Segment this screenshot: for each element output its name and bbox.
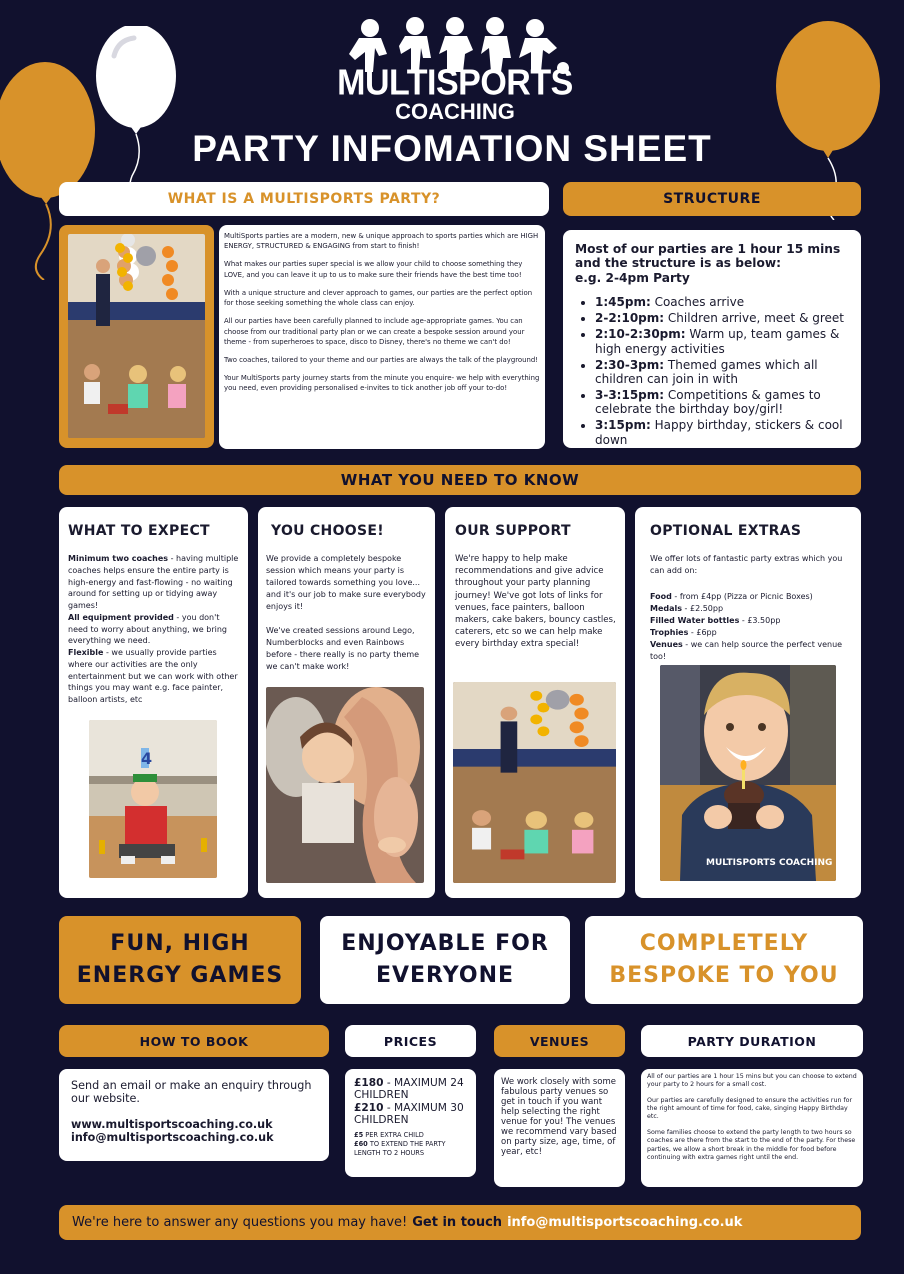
- expect-heading: WHAT TO EXPECT: [68, 523, 210, 539]
- structure-item: • 2:10-2:30pm: Warm up, team games & high energy activities: [595, 327, 851, 355]
- expect-item: All equipment provided - you don't need to worry about anything, we bring everything we need.: [68, 612, 228, 646]
- expect-item: Flexible - we usually provide parties where our activities are the only entertainment but we can work with other things you may want e.g. face painter, balloon artists, etc: [68, 648, 238, 704]
- what-is-p2: What makes our parties super special is we allow your child to choose something they LOVE, and you can leave it up to us to make sure their friends have the best time too!: [224, 260, 523, 279]
- book-text: Send an email or make an enquiry through our website.: [71, 1079, 312, 1106]
- what-is-text: [219, 225, 545, 449]
- extras-item: Food - from £4pp (Pizza or Picnic Boxes): [650, 592, 813, 601]
- structure-item: • 3-3:15pm: Competitions & games to celebrate the birthday boy/girl!: [595, 388, 851, 416]
- banner-enjoyable-line2: EVERYONE: [375, 963, 515, 988]
- structure-card: [563, 230, 861, 448]
- structure-heading: STRUCTURE: [563, 182, 861, 216]
- banner-fun-line1: FUN, HIGH: [110, 931, 250, 957]
- price-extend: £60 TO EXTEND THE PARTY LENGTH TO 2 HOURS: [354, 1140, 446, 1158]
- structure-intro: Most of our parties are 1 hour 15 mins and the structure is as below:: [575, 242, 841, 271]
- need-to-know-heading: WHAT YOU NEED TO KNOW: [59, 465, 861, 495]
- structure-list: [575, 295, 851, 447]
- venues-heading: VENUES: [494, 1025, 625, 1057]
- book-card: [59, 1069, 329, 1161]
- choose-heading: YOU CHOOSE!: [271, 523, 384, 539]
- prices-heading: PRICES: [345, 1025, 476, 1057]
- duration-p3: Some families choose to extend the party length to two hours so coaches are there from the start to the end of the party. For these parties, we allow a short break in the middle for food before continuing with extra games right until the end.: [647, 1128, 856, 1161]
- footer-email[interactable]: info@multisportscoaching.co.uk: [507, 1215, 743, 1230]
- photo-number-4: 4: [141, 749, 153, 768]
- extras-heading: OPTIONAL EXTRAS: [650, 523, 802, 539]
- banner-enjoyable-line1: ENJOYABLE FOR: [341, 931, 549, 957]
- banner-bespoke-line2: BESPOKE TO YOU: [609, 963, 839, 988]
- photo-boy-cupcake: [660, 665, 836, 881]
- photo-birthday-child: [89, 720, 217, 878]
- duration-heading: PARTY DURATION: [641, 1025, 863, 1057]
- party-photo-coach: [68, 234, 205, 438]
- duration-p1: All of our parties are 1 hour 15 mins but you can choose to extend your party to 2 hours for a small cost.: [647, 1073, 857, 1089]
- extras-item: Medals - £2.50pp: [650, 604, 724, 613]
- prices-card: [345, 1069, 476, 1177]
- price-extra-child: £5 PER EXTRA CHILD: [354, 1131, 424, 1140]
- structure-item: • 1:45pm: Coaches arrive: [595, 295, 851, 309]
- banner-bespoke: [585, 916, 863, 1004]
- choose-p2: We've created sessions around Lego, Numberblocks and even Rainbows before - there really is no party theme we can't make work!: [266, 626, 420, 671]
- book-website[interactable]: www.multisportscoaching.co.uk: [71, 1117, 273, 1131]
- duration-card: [641, 1069, 863, 1187]
- price-24: £180 - MAXIMUM 24 CHILDREN: [354, 1077, 464, 1102]
- what-is-p6: Your MultiSports party journey starts from the minute you enquire- we help with everything you need, even providing personalised e-invites to tick another job off your to-do!: [224, 374, 540, 393]
- footer-bar: [59, 1205, 861, 1240]
- photo-balloon-girl: [266, 687, 424, 883]
- structure-item: • 2-2:10pm: Children arrive, meet & greet: [595, 311, 851, 325]
- banner-bespoke-line1: COMPLETELY: [639, 931, 809, 957]
- extras-item: Trophies - £6pp: [650, 628, 717, 637]
- price-30: £210 - MAXIMUM 30 CHILDREN: [354, 1101, 464, 1126]
- choose-p1: We provide a completely bespoke session which means your party is tailored towards something you love... and it's our job to make sure everybody enjoys it!: [266, 554, 426, 611]
- book-heading: HOW TO BOOK: [59, 1025, 329, 1057]
- extras-intro: We offer lots of fantastic party extras which you can add on:: [650, 554, 843, 575]
- structure-item: • 3:15pm: Happy birthday, stickers & cool down: [595, 418, 851, 446]
- venues-card: [494, 1069, 625, 1187]
- brand-sub: COACHING: [395, 99, 515, 124]
- extras-item: Filled Water bottles - £3.50pp: [650, 616, 781, 625]
- banner-fun: [59, 916, 301, 1004]
- structure-item: • 2:30-3pm: Themed games which all children can join in with: [595, 358, 851, 386]
- white-balloon: [94, 26, 184, 206]
- what-is-p3: With a unique structure and clever approach to games, our parties are the perfect option for those seeking something the whole class can enjoy.: [224, 288, 533, 308]
- banner-fun-line2: ENERGY GAMES: [76, 963, 284, 988]
- venues-text: We work closely with some fabulous party venues so get in touch if you want help selecting the right venue for you! The venues we recommend vary based on party size, age, time, of year, etc!: [501, 1077, 617, 1158]
- footer-text: We're here to answer any questions you may have!: [72, 1215, 408, 1230]
- structure-example: e.g. 2-4pm Party: [575, 270, 690, 285]
- duration-p2: Our parties are carefully designed to ensure the activities run for the right amount of time for food, cake, singing Happy Birthday etc.: [647, 1096, 853, 1121]
- what-is-p4: All our parties have been carefully planned to include age-appropriate games. You can choose from our traditional party plan or we can create a bespoke session around your theme - from superheroes to space, disco to Disney, there's no theme we can't do!: [224, 317, 525, 346]
- page-title: PARTY INFOMATION SHEET: [192, 128, 712, 169]
- support-text: We're happy to help make recommendations and give advice throughout your party planning journey! We've got lots of links for venues, face painters, balloon makers, cake bakers, bouncy castles, caterers, etc so we can help make every birthday extra special!: [455, 554, 616, 650]
- brand-name: MULTISPORTS: [337, 63, 573, 103]
- what-is-p1: MultiSports parties are a modern, new & unique approach to sports parties which are HIGH ENERGY, STRUCTURED & ENGAGING from start to finish!: [224, 232, 539, 251]
- shirt-text: MULTISPORTS COACHING: [706, 858, 833, 868]
- book-email[interactable]: info@multisportscoaching.co.uk: [71, 1131, 274, 1145]
- photo-party-group: [453, 682, 616, 883]
- logo: [330, 14, 580, 124]
- what-is-p5: Two coaches, tailored to your theme and our parties are always the talk of the playground!: [224, 355, 538, 364]
- what-is-heading: WHAT IS A MULTISPORTS PARTY?: [59, 182, 549, 216]
- expect-item: Minimum two coaches - having multiple coaches helps ensure the entire party is high-energy and fast-flowing - no waiting around for setting up or tidying away games!: [68, 554, 239, 610]
- footer-cta: Get in touch: [412, 1215, 503, 1230]
- banner-enjoyable: [320, 916, 570, 1004]
- extras-item: Venues - we can help source the perfect venue too!: [650, 640, 843, 661]
- support-heading: OUR SUPPORT: [455, 523, 571, 539]
